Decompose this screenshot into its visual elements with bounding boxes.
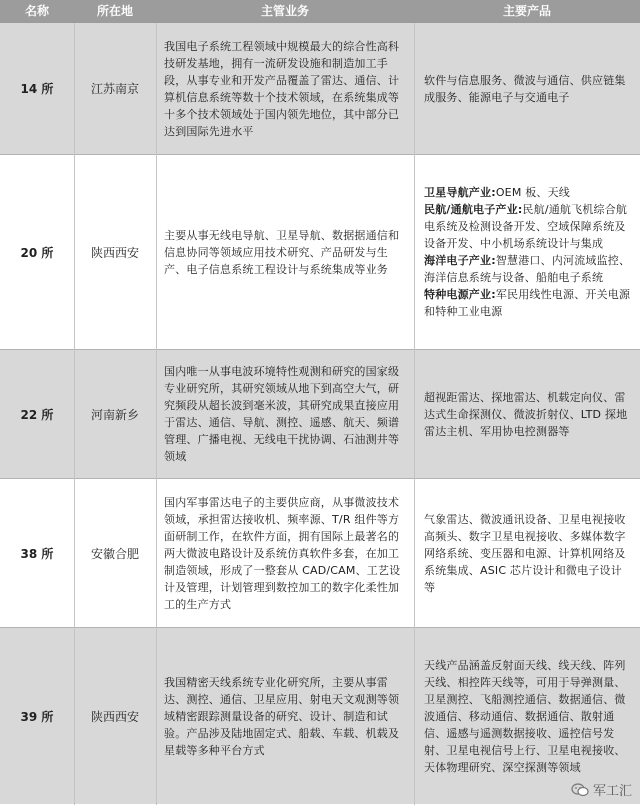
institute-products [414, 628, 640, 804]
column-divider [414, 23, 415, 805]
table-row [0, 155, 640, 350]
institute-business [156, 628, 414, 804]
product-text: OEM 板、天线 [495, 186, 571, 199]
table-row [0, 628, 640, 804]
business-text: 我国精密天线系统专业化研究所，主要从事雷达、测控、通信、卫星应用、射电天文观测等领域精密跟踪测量设备的研究、设计、制造和试验。产品涉及陆地固定式、船载、车载、机载及星载等多种平台方式 [164, 675, 400, 757]
table-row [0, 479, 640, 628]
watermark-label: 军工汇 [592, 784, 632, 799]
product-text: 软件与信息服务、微波与通信、供应链集成服务、能源电子与交通电子 [424, 73, 626, 104]
institute-location: 陕西西安 [90, 709, 139, 724]
header-location: 所在地 [96, 4, 133, 18]
product-text: 智慧港口、内河流域监控、海洋信息系统与设备、船舶电子系统 [424, 254, 631, 284]
product-text: 超视距雷达、探地雷达、机载定向仪、雷达式生命探测仪、微波折射仪、LTD 探地雷达主机、军用协电控测器等 [424, 390, 628, 438]
product-text: 气象雷达、微波通讯设备、卫星电视接收高频头、数字卫星电视接收、多媒体数字网络系统、变压器和电源、计算机网络及系统集成、ASIC 芯片设计和微电子设计等 [424, 512, 626, 594]
business-text: 国内唯一从事电波环境特性观测和研究的国家级专业研究所，其研究领域从地下到高空大气，研究频段从超长波到毫米波，其研究成果直接应用于雷达、通信、导航、测控、遥感、航天、频谱管理、广播电视、无线电干扰协调、石油测井等领域 [164, 365, 400, 463]
table-row [0, 23, 640, 155]
wechat-icon [571, 783, 589, 797]
product-group-title: 特种电源产业: [424, 288, 496, 301]
institute-products [414, 479, 640, 627]
institute-business [156, 350, 414, 478]
watermark [571, 780, 632, 799]
header-name: 名称 [24, 4, 49, 18]
institute-business [156, 155, 414, 349]
business-text: 主要从事无线电导航、卫星导航、数据据通信和信息协同等领域应用技术研究、产品研发与生产、电子信息系统工程设计与系统集成等业务 [164, 228, 400, 276]
institute-location: 江苏南京 [90, 82, 139, 96]
column-divider [156, 23, 157, 805]
institute-name: 20 所 [20, 245, 54, 260]
institute-name: 39 所 [20, 709, 54, 724]
product-group [424, 511, 632, 596]
institute-products [414, 155, 640, 349]
product-group-title: 民航/通航电子产业: [424, 203, 523, 216]
institute-location: 陕西西安 [90, 245, 139, 260]
product-text: 天线产品涵盖反射面天线、线天线、阵列天线、相控阵天线等，可用于导弹测量、卫星测控、飞船测控通信、数据通信、微波通信、移动通信、数据通信、散射通信、遥感与遥测数据接收、遥控信号发射、卫星电视信号上行、卫星电视接收、天体物理研究、深空探测等领域 [424, 658, 626, 774]
product-group [424, 252, 632, 286]
product-group [424, 389, 632, 440]
product-group [424, 286, 632, 320]
product-group-title: 海洋电子产业: [424, 254, 496, 267]
header-business: 主管业务 [260, 4, 309, 18]
institute-location: 安徽合肥 [90, 546, 139, 561]
institute-products [414, 350, 640, 478]
product-group [424, 201, 632, 252]
institute-name: 14 所 [20, 82, 54, 96]
business-text: 国内军事雷达电子的主要供应商，从事微波技术领域，承担雷达接收机、频率源、T/R 组件等方面研制工作，在软件方面，拥有国际上最著名的两大微波电路设计及系统仿真软件多套，在加工制造领域，形成了一整套从 CAD/CAM、工艺设计及管理，计划管理到数控加工的数字化柔性加工的生产方式 [164, 495, 401, 611]
product-group [424, 184, 632, 201]
institute-location: 河南新乡 [90, 407, 139, 422]
table-header [0, 0, 640, 23]
table-row [0, 350, 640, 479]
product-group [424, 72, 632, 106]
product-text: 民航/通航飞机综合航电系统及检测设备开发、空域保障系统及设备开发、中小机场系统设计与集成 [424, 203, 628, 250]
institute-name: 38 所 [20, 546, 54, 561]
institute-business [156, 479, 414, 627]
institute-business [156, 23, 414, 154]
institute-products [414, 23, 640, 154]
column-divider [74, 23, 75, 805]
product-group-title: 卫星导航产业: [424, 186, 496, 199]
product-text: 军民用线性电源、开关电源和特种工业电源 [424, 288, 631, 318]
product-group [424, 657, 632, 776]
institute-name: 22 所 [20, 407, 54, 422]
business-text: 我国电子系统工程领域中规模最大的综合性高科技研发基地，拥有一流研发设施和制造加工手段，从事专业和开发产品覆盖了雷达、通信、计算机信息系统等数十个技术领域，在系统集成等十多个技术领域处于国内领先地位，其中部分已达到国际先进水平 [164, 39, 400, 138]
header-products: 主要产品 [502, 4, 551, 18]
